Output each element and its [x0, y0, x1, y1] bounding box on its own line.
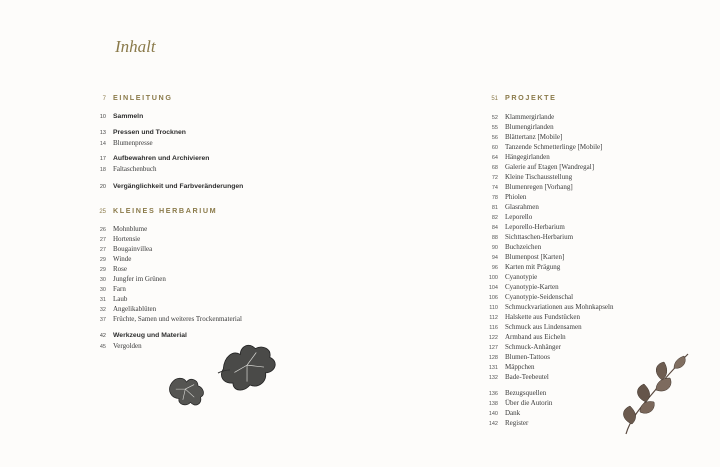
toc-page-number: 30: [99, 277, 106, 283]
toc-entry: [86, 138, 366, 148]
toc-entry: [478, 222, 678, 232]
toc-entry: [478, 202, 678, 212]
toc-page-number: 52: [491, 115, 498, 121]
toc-entry: [478, 162, 678, 172]
toc-section-title: KLEINES HERBARIUM: [113, 206, 218, 215]
toc-page-number: 10: [99, 114, 106, 120]
toc-page-number: 136: [488, 391, 498, 397]
toc-entry: [86, 284, 366, 294]
toc-page-number: 96: [491, 265, 498, 271]
toc-entry-title: Schmuck aus Lindensamen: [505, 323, 582, 331]
toc-entry-title: Bade-Teebeutel: [505, 373, 549, 381]
toc-section-title: EINLEITUNG: [113, 93, 173, 102]
toc-entry-title: Aufbewahren und Archivieren: [113, 155, 210, 162]
toc-entry: [86, 164, 366, 174]
toc-page-number: 51: [491, 96, 498, 102]
toc-entry-title: Mohnblume: [113, 225, 148, 233]
toc-entry-title: Vergolden: [113, 342, 142, 350]
toc-entry-title: Blättertanz [Mobile]: [505, 133, 563, 141]
toc-entry: [86, 274, 366, 284]
toc-page-number: 14: [99, 141, 106, 147]
toc-entry-title: Angelikablüten: [113, 305, 157, 313]
toc-entry-title: Früchte, Samen und weiteres Trockenmaterial: [113, 315, 242, 323]
toc-entry: [478, 292, 678, 302]
toc-entry: [86, 254, 366, 264]
toc-entry-title: Schmuckvariationen aus Mohnkapseln: [505, 303, 614, 311]
toc-entry: [478, 112, 678, 122]
toc-page-number: 140: [488, 411, 498, 417]
toc-entry-title: Über die Autorin: [505, 399, 553, 407]
toc-page-number: 29: [99, 267, 106, 273]
toc-entry-title: Halskette aus Fundstücken: [505, 313, 581, 321]
toc-entry-title: Blumen-Tattoos: [505, 353, 551, 361]
toc-entry: [86, 294, 366, 304]
toc-entry: [478, 272, 678, 282]
toc-entry: [478, 142, 678, 152]
toc-entry-title: Karten mit Prägung: [505, 263, 561, 271]
toc-page-number: 37: [99, 317, 106, 323]
toc-page-number: 27: [99, 247, 106, 253]
dried-leaf-illustration: [618, 350, 694, 436]
toc-page-number: 88: [491, 235, 498, 241]
toc-entry-title: Blumenpresse: [113, 139, 153, 147]
toc-entry: [478, 302, 678, 312]
toc-page-number: 45: [99, 344, 106, 350]
toc-entry: [86, 314, 366, 324]
toc-entry: [478, 332, 678, 342]
toc-entry-title: Blumenregen [Vorhang]: [505, 183, 573, 191]
toc-entry: [86, 128, 366, 138]
toc-entry: [478, 132, 678, 142]
toc-entry-title: Cyanotypie-Karten: [505, 283, 559, 291]
toc-page-number: 30: [99, 287, 106, 293]
toc-page-number: 64: [491, 155, 498, 161]
toc-page-number: 20: [99, 184, 106, 190]
toc-page-number: 94: [491, 255, 498, 261]
toc-entry: [86, 154, 366, 164]
toc-page-number: 26: [99, 227, 106, 233]
toc-entry-title: Kleine Tischausstellung: [505, 173, 573, 181]
toc-page-number: 17: [99, 156, 106, 162]
toc-entry: [86, 234, 366, 244]
toc-entry-title: Glasrahmen: [505, 203, 539, 211]
toc-entry: [478, 312, 678, 322]
toc-entry-title: Galerie auf Etagen [Wandregal]: [505, 163, 595, 171]
toc-entry-title: Klammergirlande: [505, 113, 555, 121]
toc-page-number: 82: [491, 215, 498, 221]
toc-page-number: 56: [491, 135, 498, 141]
toc-entry-title: Sichttaschen-Herbarium: [505, 233, 574, 241]
toc-page-number: 100: [488, 275, 498, 281]
ivy-leaf-illustration: [164, 374, 206, 406]
toc-page-number: 25: [99, 209, 106, 215]
toc-entry-title: Hortensie: [113, 235, 141, 243]
toc-entry: [478, 252, 678, 262]
toc-entry-title: Winde: [113, 255, 132, 263]
toc-entry-title: Armband aus Eicheln: [505, 333, 566, 341]
toc-entry: [478, 172, 678, 182]
toc-page-number: 138: [488, 401, 498, 407]
toc-page-number: 132: [488, 375, 498, 381]
toc-page-number: 90: [491, 245, 498, 251]
toc-page-number: 27: [99, 237, 106, 243]
toc-entry-title: Faltaschenbuch: [113, 165, 157, 173]
toc-page-number: 112: [489, 315, 498, 321]
toc-entry-title: Tanzende Schmetterlinge [Mobile]: [505, 143, 603, 151]
toc-entry-title: Pressen und Trocknen: [113, 129, 186, 136]
toc-page-number: 68: [491, 165, 498, 171]
toc-page-number: 42: [99, 333, 106, 339]
toc-entry-title: Vergänglichkeit und Farbveränderungen: [113, 183, 244, 190]
toc-left-column: [86, 93, 366, 351]
ivy-leaf-illustration: [214, 343, 282, 395]
toc-page-number: 18: [99, 167, 106, 173]
toc-entry-title: Farn: [113, 285, 126, 293]
toc-entry-title: Blumenpost [Karten]: [505, 253, 565, 261]
toc-page-number: 60: [491, 145, 498, 151]
toc-entry-title: Register: [505, 419, 529, 427]
toc-entry: [86, 264, 366, 274]
toc-page-number: 104: [488, 285, 498, 291]
toc-page-number: 84: [491, 225, 498, 231]
toc-entry-title: Jungfer im Grünen: [113, 275, 166, 283]
toc-entry: [478, 262, 678, 272]
toc-page-number: 127: [488, 345, 498, 351]
toc-page-number: 55: [491, 125, 498, 131]
toc-entry: [86, 112, 366, 122]
toc-entry-title: Mäppchen: [505, 363, 535, 371]
toc-entry: [86, 331, 366, 341]
toc-entry-title: Phiolen: [505, 193, 527, 201]
toc-entry-title: Hängegirlanden: [505, 153, 550, 161]
toc-page-number: 29: [99, 257, 106, 263]
toc-entry: [478, 232, 678, 242]
toc-entry: [478, 152, 678, 162]
toc-page-number: 72: [491, 175, 498, 181]
toc-entry: [86, 224, 366, 234]
page-title: Inhalt: [115, 37, 156, 56]
toc-entry: [478, 192, 678, 202]
toc-entry-title: Werkzeug und Material: [113, 332, 187, 339]
toc-entry-title: Rose: [113, 265, 127, 273]
toc-page-number: 74: [491, 185, 498, 191]
toc-entry-title: Sammeln: [113, 113, 144, 120]
toc-entry-title: Cyanotypie-Seidenschal: [505, 293, 574, 301]
toc-entry-title: Leporello-Herbarium: [505, 223, 565, 231]
toc-entry: [86, 304, 366, 314]
toc-entry: [478, 212, 678, 222]
toc-page-number: 128: [488, 355, 498, 361]
toc-entry: [86, 93, 366, 103]
toc-entry-title: Laub: [113, 295, 128, 303]
toc-entry: [478, 242, 678, 252]
toc-page-number: 31: [99, 297, 106, 303]
toc-page-number: 110: [489, 305, 498, 311]
toc-page-number: 122: [488, 335, 498, 341]
toc-entry-title: Bezugsquellen: [505, 389, 547, 397]
toc-entry-title: Bougainvillea: [113, 245, 153, 253]
toc-entry: [478, 322, 678, 332]
toc-entry: [478, 122, 678, 132]
toc-page-number: 7: [102, 96, 106, 102]
toc-page-number: 116: [489, 325, 498, 331]
toc-entry-title: Leporello: [505, 213, 533, 221]
toc-page-number: 81: [491, 205, 498, 211]
toc-entry-title: Schmuck-Anhänger: [505, 343, 561, 351]
toc-page-number: 131: [488, 365, 498, 371]
toc-page-number: 106: [488, 295, 498, 301]
toc-entry-title: Buchzeichen: [505, 243, 542, 251]
toc-entry: [86, 206, 366, 216]
toc-entry: [86, 182, 366, 192]
toc-entry: [478, 282, 678, 292]
toc-entry: [86, 244, 366, 254]
toc-entry: [478, 93, 678, 103]
toc-page-number: 142: [488, 421, 498, 427]
toc-entry-title: Dank: [505, 409, 521, 417]
toc-entry-title: Cyanotypie: [505, 273, 538, 281]
toc-page-number: 78: [491, 195, 498, 201]
toc-page-number: 13: [99, 130, 106, 136]
toc-entry-title: Blumengirlanden: [505, 123, 554, 131]
toc-entry: [478, 182, 678, 192]
toc-section-title: PROJEKTE: [505, 93, 557, 102]
toc-page-number: 32: [99, 307, 106, 313]
